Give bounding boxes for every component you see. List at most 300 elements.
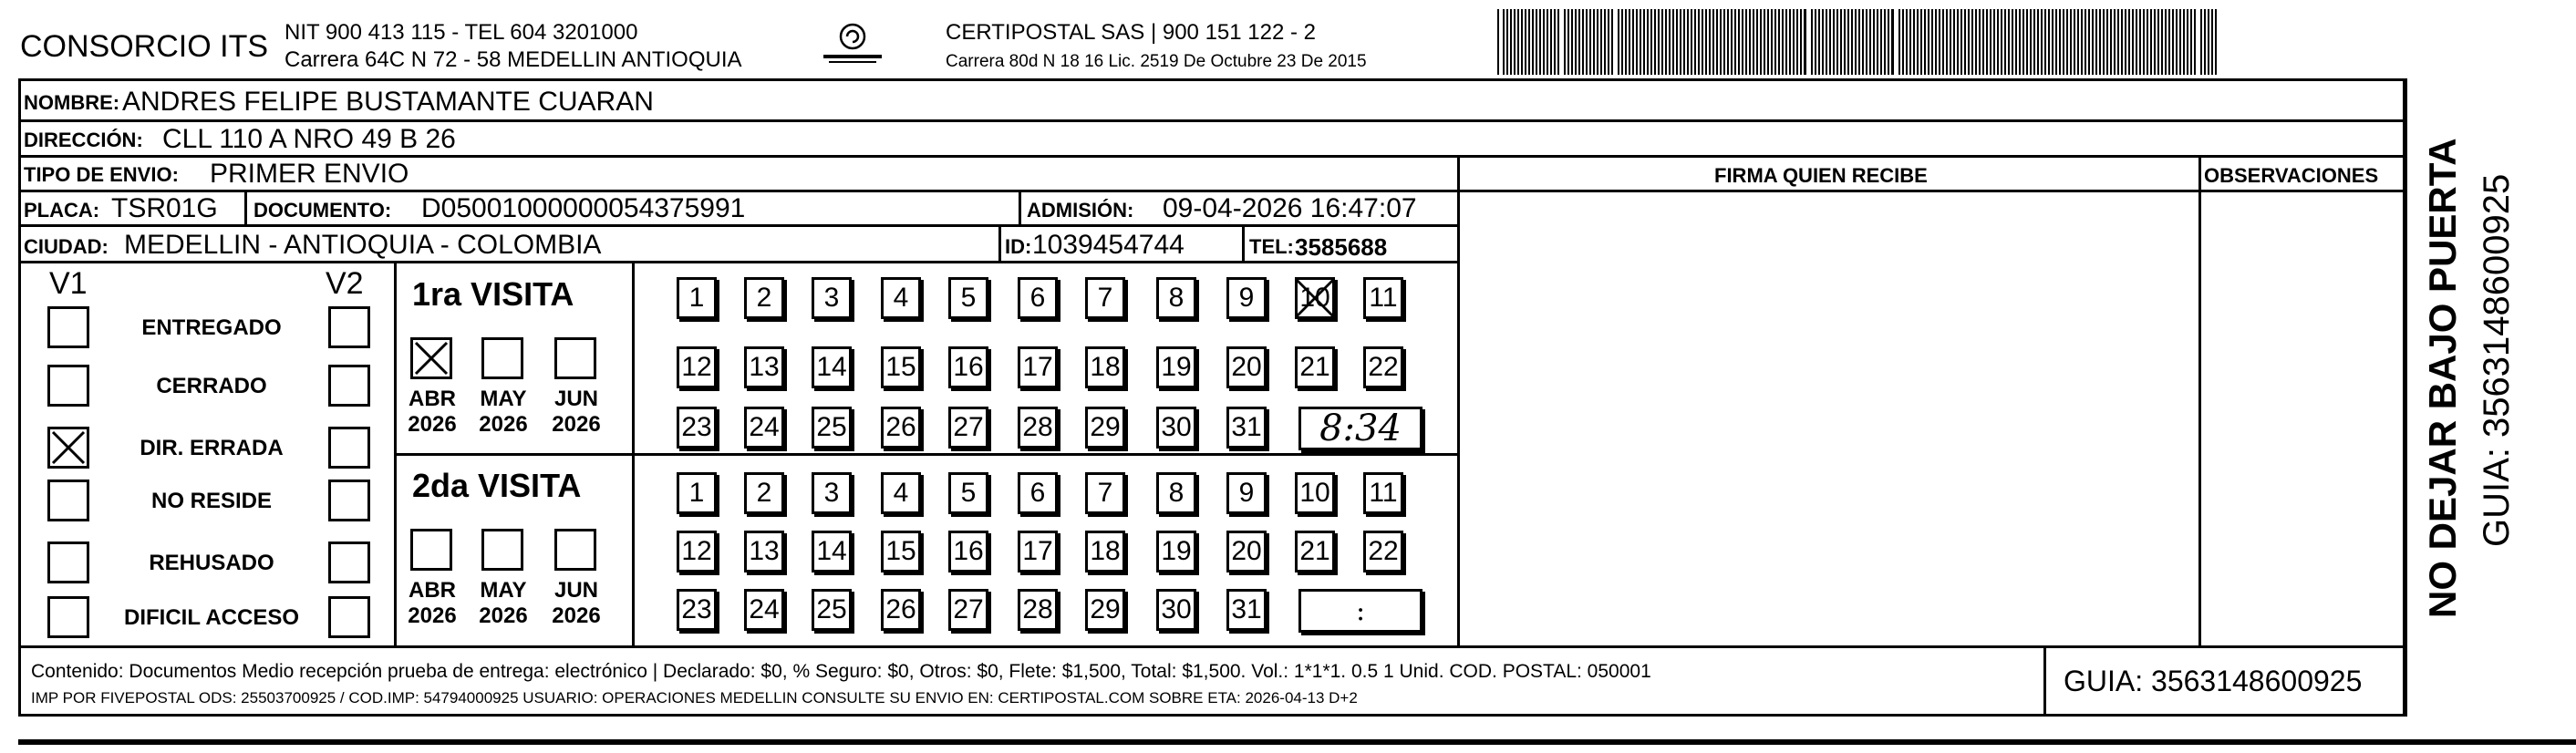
barcode-bar bbox=[2190, 9, 2192, 75]
barcode-bar bbox=[2099, 9, 2101, 75]
barcode-bar bbox=[1986, 9, 1988, 75]
barcode-bar bbox=[1749, 9, 1751, 75]
barcode-bar bbox=[2052, 9, 2054, 75]
status-option-label: ENTREGADO bbox=[141, 315, 282, 340]
status-option-label: NO RESIDE bbox=[150, 489, 273, 513]
barcode-bar bbox=[1906, 9, 1908, 75]
barcode-bar bbox=[2136, 9, 2137, 75]
barcode-bar bbox=[1528, 9, 1530, 75]
barcode-bar bbox=[2125, 9, 2126, 75]
day-box[interactable]: 27 bbox=[948, 407, 988, 449]
firma-label: FIRMA QUIEN RECIBE bbox=[1714, 164, 1928, 187]
barcode-bar bbox=[1539, 9, 1541, 75]
barcode-bar bbox=[1629, 9, 1630, 75]
day-box[interactable]: 12 bbox=[677, 346, 717, 388]
barcode-bar bbox=[1702, 9, 1703, 75]
day-box[interactable]: 14 bbox=[812, 531, 852, 572]
day-box[interactable]: 20 bbox=[1226, 346, 1267, 388]
barcode-bar bbox=[1898, 9, 1900, 75]
barcode-bar bbox=[1935, 9, 1937, 75]
barcode-bar bbox=[1536, 9, 1537, 75]
barcode-bar bbox=[1880, 9, 1882, 75]
barcode-bar bbox=[1554, 9, 1556, 75]
day-box[interactable]: 29 bbox=[1085, 407, 1125, 449]
day-box[interactable]: 26 bbox=[881, 589, 921, 631]
barcode-bar bbox=[1497, 9, 1499, 75]
company-name: CONSORCIO ITS bbox=[20, 29, 269, 64]
day-box[interactable]: 15 bbox=[881, 531, 921, 572]
barcode-bar bbox=[1774, 9, 1776, 75]
v2-checkbox[interactable] bbox=[328, 365, 370, 407]
barcode-bar bbox=[2015, 9, 2017, 75]
month-checkbox[interactable] bbox=[554, 529, 596, 571]
barcode-bar bbox=[2070, 9, 2072, 75]
barcode-bar bbox=[1676, 9, 1678, 75]
barcode-bar bbox=[2044, 9, 2046, 75]
v1-checkbox[interactable] bbox=[47, 596, 89, 638]
barcode-bar bbox=[2194, 9, 2196, 75]
barcode-bar bbox=[1836, 9, 1838, 75]
barcode-bar bbox=[1608, 9, 1609, 75]
barcode-bar bbox=[2037, 9, 2039, 75]
day-box[interactable]: 7 bbox=[1085, 472, 1125, 514]
day-box[interactable]: 25 bbox=[812, 407, 852, 449]
barcode-bar bbox=[2176, 9, 2178, 75]
barcode-bar bbox=[2161, 9, 2163, 75]
day-box[interactable]: 7 bbox=[1085, 277, 1125, 319]
barcode-bar bbox=[1716, 9, 1718, 75]
barcode-bar bbox=[1567, 9, 1569, 75]
barcode-bar bbox=[2023, 9, 2024, 75]
visit2-title: 2da VISITA bbox=[412, 467, 582, 504]
barcode-bar bbox=[2157, 9, 2159, 75]
footer-guia: GUIA: 3563148600925 bbox=[2064, 665, 2363, 697]
month-label: MAY 2026 bbox=[479, 387, 528, 437]
barcode-bar bbox=[1575, 9, 1577, 75]
barcode-bar bbox=[1514, 9, 1516, 75]
day-box[interactable]: 26 bbox=[881, 407, 921, 449]
day-box[interactable]: 8 bbox=[1156, 277, 1196, 319]
day-box[interactable]: 22 bbox=[1363, 346, 1403, 388]
status-option-label: DIR. ERRADA bbox=[140, 436, 284, 460]
barcode-bar bbox=[1661, 9, 1663, 75]
barcode-bar bbox=[2179, 9, 2181, 75]
barcode-bar bbox=[1968, 9, 1970, 75]
barcode-bar bbox=[1543, 9, 1545, 75]
barcode-bar bbox=[2059, 9, 2061, 75]
barcode-bar bbox=[1800, 9, 1802, 75]
barcode-bar bbox=[1709, 9, 1711, 75]
nombre-label: NOMBRE: bbox=[24, 91, 120, 114]
day-box[interactable]: 25 bbox=[812, 589, 852, 631]
barcode-bar bbox=[1818, 9, 1820, 75]
barcode-bar bbox=[1789, 9, 1791, 75]
time-box[interactable]: 8:34 bbox=[1298, 407, 1422, 450]
barcode-bar bbox=[1705, 9, 1707, 75]
company-nit: NIT 900 413 115 - TEL 604 3201000 bbox=[284, 20, 638, 45]
barcode-bar bbox=[1815, 9, 1816, 75]
barcode-bar bbox=[1840, 9, 1842, 75]
day-box[interactable]: 5 bbox=[948, 472, 988, 514]
barcode-bar bbox=[2168, 9, 2170, 75]
day-box[interactable]: 30 bbox=[1156, 589, 1196, 631]
barcode-bar bbox=[2026, 9, 2028, 75]
barcode-bar bbox=[1811, 9, 1813, 75]
day-box[interactable]: 10 bbox=[1295, 472, 1335, 514]
barcode-bar bbox=[1720, 9, 1722, 75]
barcode-bar bbox=[2041, 9, 2043, 75]
barcode-bar bbox=[1564, 9, 1566, 75]
day-box[interactable]: 20 bbox=[1226, 531, 1267, 572]
barcode-bar bbox=[1650, 9, 1652, 75]
day-box[interactable]: 10 bbox=[1295, 277, 1335, 319]
tel-label: TEL: bbox=[1249, 235, 1294, 258]
documento-value: D05001000000054375991 bbox=[421, 193, 746, 223]
x-mark-icon bbox=[413, 340, 450, 376]
carrier-name: CERTIPOSTAL SAS | 900 151 122 - 2 bbox=[946, 20, 1316, 45]
day-box[interactable]: 1 bbox=[677, 277, 717, 319]
barcode-bar bbox=[1891, 9, 1894, 75]
direccion-value: CLL 110 A NRO 49 B 26 bbox=[162, 124, 456, 154]
placa-label: PLACA: bbox=[24, 199, 100, 222]
barcode-bar bbox=[1640, 9, 1641, 75]
side-warning: NO DEJAR BAJO PUERTA bbox=[2421, 138, 2464, 618]
certipostal-logo bbox=[807, 22, 898, 67]
barcode-bar bbox=[1785, 9, 1787, 75]
barcode-bar bbox=[1632, 9, 1634, 75]
barcode-bar bbox=[2088, 9, 2090, 75]
barcode-bar bbox=[1851, 9, 1853, 75]
barcode-bar bbox=[2147, 9, 2148, 75]
barcode-bar bbox=[1917, 9, 1919, 75]
barcode-bar bbox=[1909, 9, 1911, 75]
barcode-bar bbox=[1971, 9, 1973, 75]
day-box[interactable]: 17 bbox=[1018, 346, 1058, 388]
barcode-bar bbox=[2092, 9, 2094, 75]
barcode-bar bbox=[1611, 9, 1613, 75]
day-box[interactable]: 19 bbox=[1156, 346, 1196, 388]
day-box[interactable]: 5 bbox=[948, 277, 988, 319]
barcode-bar bbox=[1654, 9, 1656, 75]
barcode-bar bbox=[1782, 9, 1784, 75]
barcode-bar bbox=[1957, 9, 1959, 75]
day-box[interactable]: 6 bbox=[1018, 277, 1058, 319]
id-label: ID: bbox=[1005, 235, 1032, 258]
barcode-bar bbox=[2215, 9, 2217, 75]
barcode-bar bbox=[1621, 9, 1623, 75]
barcode-bar bbox=[1672, 9, 1674, 75]
tipo-envio-value: PRIMER ENVIO bbox=[210, 159, 409, 189]
day-box[interactable]: 31 bbox=[1226, 589, 1267, 631]
day-box[interactable]: 12 bbox=[677, 531, 717, 572]
day-box[interactable]: 4 bbox=[881, 472, 921, 514]
barcode-bar bbox=[1571, 9, 1573, 75]
barcode-bar bbox=[1738, 9, 1740, 75]
barcode-bar bbox=[2132, 9, 2134, 75]
barcode-bar bbox=[2066, 9, 2068, 75]
day-box[interactable]: 11 bbox=[1363, 472, 1403, 514]
barcode-bar bbox=[1647, 9, 1649, 75]
day-box[interactable]: 31 bbox=[1226, 407, 1267, 449]
barcode-bar bbox=[1858, 9, 1860, 75]
barcode-bar bbox=[1833, 9, 1835, 75]
barcode-bar bbox=[1873, 9, 1875, 75]
month-label: JUN 2026 bbox=[552, 387, 601, 437]
barcode-bar bbox=[1950, 9, 1951, 75]
barcode-bar bbox=[1593, 9, 1595, 75]
barcode-bar bbox=[1731, 9, 1733, 75]
day-box[interactable]: 13 bbox=[744, 346, 784, 388]
barcode-bar bbox=[1669, 9, 1671, 75]
barcode-bar bbox=[2211, 9, 2213, 75]
v2-checkbox[interactable] bbox=[328, 427, 370, 469]
day-box[interactable]: 9 bbox=[1226, 472, 1267, 514]
barcode-bar bbox=[2154, 9, 2156, 75]
observaciones-label: OBSERVACIONES bbox=[2204, 164, 2379, 187]
month-label: ABR 2026 bbox=[408, 578, 457, 628]
barcode-bar bbox=[2019, 9, 2021, 75]
month-checkbox[interactable] bbox=[410, 337, 452, 379]
barcode-bar bbox=[2121, 9, 2123, 75]
barcode-bar bbox=[1778, 9, 1780, 75]
nombre-value: ANDRES FELIPE BUSTAMANTE CUARAN bbox=[122, 87, 654, 117]
footer-line-2: IMP POR FIVEPOSTAL ODS: 25503700925 / COD.IMP: 54794000925 USUARIO: OPERACIONES MEDELLIN CONSULTE SU ENVIO EN: CERTIPOSTAL.COM SOBRE ETA: 2026-04-13 D+2 bbox=[31, 689, 1358, 707]
day-box[interactable]: 28 bbox=[1018, 407, 1058, 449]
barcode-bar bbox=[1939, 9, 1940, 75]
barcode-bar bbox=[1928, 9, 1929, 75]
barcode-bar bbox=[2095, 9, 2097, 75]
day-box[interactable]: 22 bbox=[1363, 531, 1403, 572]
barcode-bar bbox=[1764, 9, 1765, 75]
v2-checkbox[interactable] bbox=[328, 542, 370, 583]
barcode-bar bbox=[1931, 9, 1933, 75]
barcode-bar bbox=[1742, 9, 1743, 75]
barcode-bar bbox=[1723, 9, 1725, 75]
time-box[interactable]: : bbox=[1298, 589, 1422, 633]
tel-value: 3585688 bbox=[1295, 233, 1388, 261]
barcode-bar bbox=[2033, 9, 2035, 75]
barcode-bar bbox=[2004, 9, 2006, 75]
barcode-bar bbox=[1550, 9, 1552, 75]
month-label: MAY 2026 bbox=[479, 578, 528, 628]
barcode-bar bbox=[2106, 9, 2108, 75]
v1-label: V1 bbox=[49, 266, 88, 301]
day-box[interactable]: 2 bbox=[744, 277, 784, 319]
barcode-bar bbox=[1997, 9, 1999, 75]
barcode-bar bbox=[1855, 9, 1857, 75]
day-box[interactable]: 17 bbox=[1018, 531, 1058, 572]
day-box[interactable]: 24 bbox=[744, 407, 784, 449]
day-box[interactable]: 29 bbox=[1085, 589, 1125, 631]
v1-checkbox[interactable] bbox=[47, 480, 89, 521]
barcode-bar bbox=[1625, 9, 1627, 75]
carrier-license: Carrera 80d N 18 16 Lic. 2519 De Octubre 23 De 2015 bbox=[946, 52, 1367, 71]
barcode-bar bbox=[1618, 9, 1619, 75]
ciudad-label: CIUDAD: bbox=[24, 235, 109, 258]
barcode-bar bbox=[1771, 9, 1773, 75]
barcode-bar bbox=[1694, 9, 1696, 75]
barcode-bar bbox=[1920, 9, 1922, 75]
admision-label: ADMISIÓN: bbox=[1027, 199, 1134, 222]
day-box[interactable]: 8 bbox=[1156, 472, 1196, 514]
day-box[interactable]: 21 bbox=[1295, 346, 1335, 388]
barcode-bar bbox=[2063, 9, 2064, 75]
day-box[interactable]: 11 bbox=[1363, 277, 1403, 319]
day-box[interactable]: 16 bbox=[948, 531, 988, 572]
month-checkbox[interactable] bbox=[410, 529, 452, 571]
day-box[interactable]: 1 bbox=[677, 472, 717, 514]
v1-checkbox[interactable] bbox=[47, 427, 89, 469]
id-value: 1039454744 bbox=[1032, 230, 1185, 260]
barcode-bar bbox=[2200, 9, 2202, 75]
barcode-bar bbox=[2117, 9, 2119, 75]
side-guia: GUIA: 3563148600925 bbox=[2477, 173, 2517, 547]
day-box[interactable]: 3 bbox=[812, 472, 852, 514]
day-box[interactable]: 16 bbox=[948, 346, 988, 388]
v2-checkbox[interactable] bbox=[328, 480, 370, 521]
barcode-bar bbox=[1869, 9, 1871, 75]
day-box[interactable]: 3 bbox=[812, 277, 852, 319]
barcode-bar bbox=[1753, 9, 1754, 75]
barcode-bar bbox=[1525, 9, 1526, 75]
day-box[interactable]: 2 bbox=[744, 472, 784, 514]
barcode-bar bbox=[1683, 9, 1685, 75]
barcode-bar bbox=[1503, 9, 1505, 75]
barcode-bar bbox=[2165, 9, 2167, 75]
barcode-bar bbox=[1589, 9, 1591, 75]
visit1-title: 1ra VISITA bbox=[412, 275, 574, 313]
tipo-envio-label: TIPO DE ENVIO: bbox=[24, 163, 179, 186]
v2-checkbox[interactable] bbox=[328, 306, 370, 348]
v1-checkbox[interactable] bbox=[47, 365, 89, 407]
barcode-bar bbox=[1964, 9, 1966, 75]
v2-checkbox[interactable] bbox=[328, 596, 370, 638]
day-box[interactable]: 6 bbox=[1018, 472, 1058, 514]
day-box[interactable]: 23 bbox=[677, 589, 717, 631]
barcode-bar bbox=[1804, 9, 1806, 75]
month-checkbox[interactable] bbox=[481, 337, 523, 379]
barcode-bar bbox=[1862, 9, 1864, 75]
barcode-bar bbox=[2143, 9, 2145, 75]
barcode-bar bbox=[1521, 9, 1523, 75]
status-option-label: REHUSADO bbox=[149, 551, 274, 575]
v1-checkbox[interactable] bbox=[47, 306, 89, 348]
barcode-bar bbox=[1745, 9, 1747, 75]
day-box[interactable]: 15 bbox=[881, 346, 921, 388]
barcode-bar bbox=[1877, 9, 1878, 75]
barcode-bar bbox=[2030, 9, 2032, 75]
barcode-bar bbox=[2055, 9, 2057, 75]
barcode-bar bbox=[1506, 9, 1508, 75]
barcode-bar bbox=[1727, 9, 1729, 75]
barcode-bar bbox=[1600, 9, 1602, 75]
barcode-bar bbox=[2204, 9, 2206, 75]
barcode-bar bbox=[1680, 9, 1681, 75]
day-box[interactable]: 4 bbox=[881, 277, 921, 319]
day-box[interactable]: 23 bbox=[677, 407, 717, 449]
day-box[interactable]: 18 bbox=[1085, 531, 1125, 572]
barcode-bar bbox=[1979, 9, 1981, 75]
day-box[interactable]: 9 bbox=[1226, 277, 1267, 319]
placa-value: TSR01G bbox=[111, 193, 218, 223]
barcode-bar bbox=[1953, 9, 1955, 75]
barcode-bar bbox=[2081, 9, 2083, 75]
day-box[interactable]: 27 bbox=[948, 589, 988, 631]
barcode-bar bbox=[2183, 9, 2185, 75]
barcode-bar bbox=[2208, 9, 2209, 75]
barcode-bar bbox=[2139, 9, 2141, 75]
barcode-bar bbox=[1793, 9, 1795, 75]
barcode-bar bbox=[2077, 9, 2079, 75]
barcode-bar bbox=[1665, 9, 1667, 75]
day-box[interactable]: 13 bbox=[744, 531, 784, 572]
day-box[interactable]: 14 bbox=[812, 346, 852, 388]
barcode-bar bbox=[2001, 9, 2002, 75]
barcode-bar bbox=[1597, 9, 1598, 75]
barcode-bar bbox=[1582, 9, 1584, 75]
month-checkbox[interactable] bbox=[481, 529, 523, 571]
day-box[interactable]: 18 bbox=[1085, 346, 1125, 388]
barcode-bar bbox=[1712, 9, 1714, 75]
month-checkbox[interactable] bbox=[554, 337, 596, 379]
x-mark-icon bbox=[50, 429, 87, 466]
day-box[interactable]: 30 bbox=[1156, 407, 1196, 449]
barcode-bar bbox=[1760, 9, 1762, 75]
barcode-bar bbox=[1888, 9, 1889, 75]
barcode-bar bbox=[1517, 9, 1519, 75]
barcode-bar bbox=[2187, 9, 2188, 75]
barcode-bar bbox=[1829, 9, 1831, 75]
barcode-bar bbox=[1691, 9, 1692, 75]
barcode-bar bbox=[1902, 9, 1904, 75]
v1-checkbox[interactable] bbox=[47, 542, 89, 583]
barcode-bar bbox=[1866, 9, 1867, 75]
ciudad-value: MEDELLIN - ANTIOQUIA - COLOMBIA bbox=[124, 230, 602, 260]
barcode-bar bbox=[2074, 9, 2075, 75]
barcode-bar bbox=[2172, 9, 2174, 75]
barcode-bar bbox=[1847, 9, 1849, 75]
barcode-bar bbox=[2114, 9, 2116, 75]
barcode-bar bbox=[1636, 9, 1638, 75]
barcode-bar bbox=[1993, 9, 1995, 75]
barcode-bar bbox=[1826, 9, 1827, 75]
v2-label: V2 bbox=[326, 266, 364, 301]
barcode-bar bbox=[2085, 9, 2086, 75]
status-option-label: CERRADO bbox=[156, 374, 267, 398]
documento-label: DOCUMENTO: bbox=[253, 199, 392, 222]
day-box[interactable]: 21 bbox=[1295, 531, 1335, 572]
day-box[interactable]: 24 bbox=[744, 589, 784, 631]
barcode-bar bbox=[1604, 9, 1606, 75]
day-box[interactable]: 28 bbox=[1018, 589, 1058, 631]
direccion-label: DIRECCIÓN: bbox=[24, 129, 143, 151]
barcode-bar bbox=[2008, 9, 2010, 75]
barcode-bar bbox=[1796, 9, 1798, 75]
barcode-bar bbox=[1578, 9, 1580, 75]
barcode-bar bbox=[1822, 9, 1824, 75]
month-label: JUN 2026 bbox=[552, 578, 601, 628]
barcode-bar bbox=[1698, 9, 1700, 75]
month-label: ABR 2026 bbox=[408, 387, 457, 437]
barcode-bar bbox=[2012, 9, 2013, 75]
day-box[interactable]: 19 bbox=[1156, 531, 1196, 572]
barcode-bar bbox=[1942, 9, 1944, 75]
barcode-bar bbox=[1844, 9, 1846, 75]
status-option-label: DIFICIL ACCESO bbox=[123, 605, 299, 630]
barcode-bar bbox=[1687, 9, 1689, 75]
barcode-bar bbox=[2128, 9, 2130, 75]
barcode-bar bbox=[1756, 9, 1758, 75]
